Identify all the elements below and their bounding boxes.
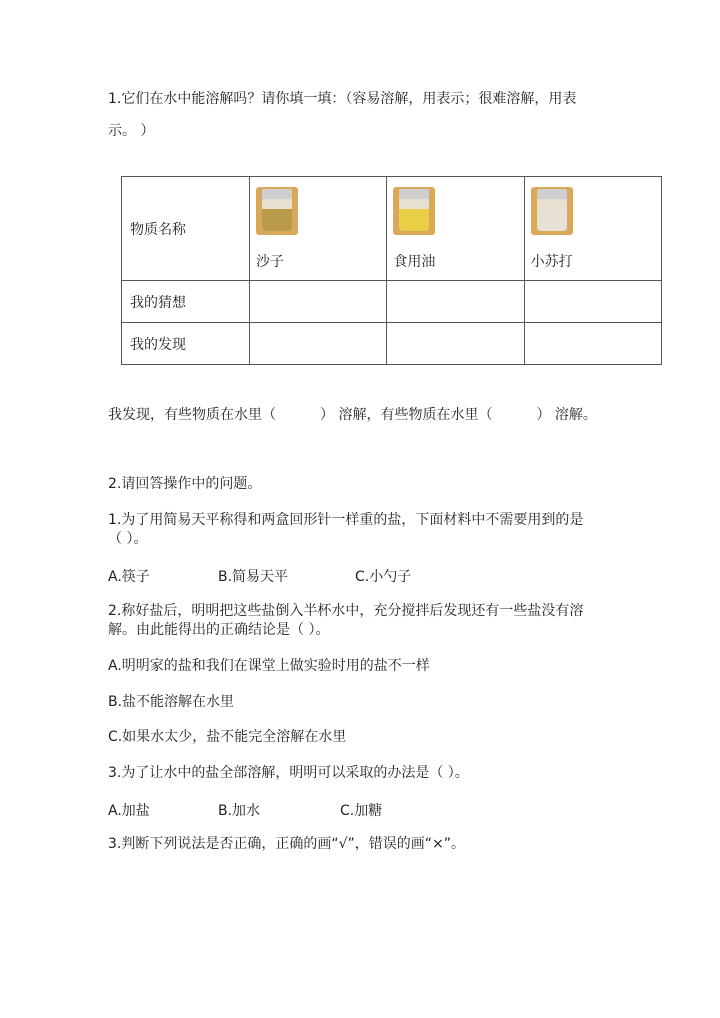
q1-conclusion-part3: ） 溶解。 — [536, 407, 597, 423]
cell-sand — [250, 177, 387, 281]
q1-conclusion-part2: ） 溶解，有些物质在水里（ — [320, 407, 493, 423]
table-row-finding — [122, 323, 662, 365]
q2-sub3-option-c[interactable]: C.加糖 — [340, 803, 383, 819]
q2-sub3-option-a[interactable]: A.加盐 — [108, 803, 150, 819]
guess-cell-sand[interactable] — [250, 281, 387, 323]
substance-name-baking-soda: 小苏打 — [530, 254, 573, 270]
q2-sub3-option-b[interactable]: B.加水 — [218, 803, 261, 819]
substance-table — [121, 176, 662, 365]
q2-sub1-line2: （ ）。 — [108, 531, 148, 547]
q1-prompt-line1: 1.它们在水中能溶解吗？请你填一填：（容易溶解，用表示；很难溶解，用表 — [108, 91, 577, 107]
q2-sub1-option-c[interactable]: C.小勺子 — [355, 569, 412, 585]
q1-conclusion — [108, 406, 597, 424]
q2-sub2-line2: 解。由此能得出的正确结论是（ ）。 — [108, 622, 330, 638]
table-row-substance-name — [122, 177, 662, 281]
baking-soda-jar-icon — [531, 187, 573, 235]
row-label-guess: 我的猜想 — [122, 281, 250, 323]
q3-title: 3.判断下列说法是否正确，正确的画“√”，错误的画“×”。 — [108, 836, 466, 852]
finding-cell-baking-soda[interactable] — [524, 323, 661, 365]
q2-sub3-line1: 3.为了让水中的盐全部溶解，明明可以采取的办法是（ ）。 — [108, 765, 469, 781]
sand-jar-icon — [256, 187, 298, 235]
row-label-substance-name: 物质名称 — [122, 177, 250, 281]
q2-sub1-option-a[interactable]: A.筷子 — [108, 569, 150, 585]
cooking-oil-jar-icon — [393, 187, 435, 235]
q1-prompt-line2: 示。 ） — [108, 123, 155, 139]
finding-cell-cooking-oil[interactable] — [387, 323, 524, 365]
q1-conclusion-part1: 我发现，有些物质在水里（ — [108, 407, 276, 423]
guess-cell-cooking-oil[interactable] — [387, 281, 524, 323]
row-label-finding: 我的发现 — [122, 323, 250, 365]
q2-sub2-option-c[interactable]: C.如果水太少，盐不能完全溶解在水里 — [108, 729, 347, 745]
finding-cell-sand[interactable] — [250, 323, 387, 365]
substance-name-sand: 沙子 — [256, 254, 284, 270]
q2-sub2-line1: 2.称好盐后，明明把这些盐倒入半杯水中，充分搅拌后发现还有一些盐没有溶 — [108, 603, 584, 619]
cell-baking-soda — [524, 177, 661, 281]
q2-sub1-option-b[interactable]: B.简易天平 — [218, 569, 289, 585]
table-row-guess — [122, 281, 662, 323]
q2-sub2-option-a[interactable]: A.明明家的盐和我们在课堂上做实验时用的盐不一样 — [108, 658, 430, 674]
cell-cooking-oil — [387, 177, 524, 281]
substance-name-cooking-oil: 食用油 — [393, 254, 436, 270]
guess-cell-baking-soda[interactable] — [524, 281, 661, 323]
q2-title: 2.请回答操作中的问题。 — [108, 476, 262, 492]
q2-sub2-option-b[interactable]: B.盐不能溶解在水里 — [108, 694, 235, 710]
q2-sub1-line1: 1.为了用简易天平称得和两盒回形针一样重的盐，下面材料中不需要用到的是 — [108, 512, 584, 528]
